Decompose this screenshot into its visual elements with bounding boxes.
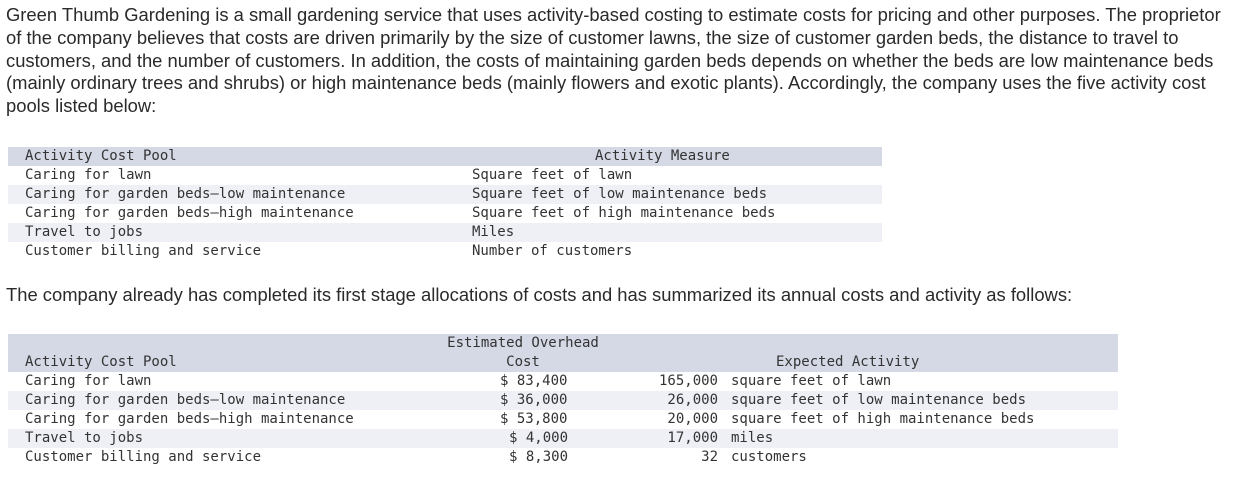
table-row [8, 448, 1118, 467]
overhead-activity-table [8, 334, 1118, 468]
activity-quantity-cell: 17,000 [667, 430, 718, 446]
activity-quantity-cell: 165,000 [658, 373, 718, 389]
table-header-row [8, 147, 882, 166]
activity-unit-cell: square feet of lawn [731, 373, 892, 389]
header-estimated-overhead: Estimated Overhead [447, 335, 599, 351]
cost-pool-cell: Caring for garden beds–high maintenance [25, 205, 354, 221]
table-row [8, 166, 882, 185]
activity-quantity-cell: 26,000 [667, 392, 718, 408]
activity-measure-cell: Miles [472, 224, 515, 240]
activity-quantity-cell: 32 [701, 449, 718, 465]
table-row [8, 185, 882, 204]
table-row [8, 372, 1118, 391]
header-activity-cost-pool: Activity Cost Pool [25, 148, 177, 164]
table-header-row [8, 334, 1118, 372]
table-row [8, 410, 1118, 429]
cost-pool-cell: Caring for lawn [25, 373, 152, 389]
intro-paragraph: Green Thumb Gardening is a small gardening service that uses activity-based costing to estimate costs for pricing and other purposes. The proprietor of the company believes that costs are driven primarily by the size of customer lawns, the size of customer garden beds, the distance to travel to customers, and the number of customers. In addition, the costs of maintaining garden beds depends on whether the beds are low maintenance beds (mainly ordinary trees and shrubs) or high maintenance beds (mainly flowers and exotic plants). Accordingly, the company uses the five activity cost pools listed below: [6, 4, 1221, 117]
overhead-cost-cell: $ 8,300 [509, 449, 569, 465]
overhead-cost-cell: $ 53,800 [500, 411, 568, 427]
activity-unit-cell: square feet of high maintenance beds [731, 411, 1035, 427]
cost-pool-cell: Customer billing and service [25, 449, 262, 465]
activity-unit-cell: customers [731, 449, 807, 465]
overhead-cost-cell: $ 36,000 [500, 392, 568, 408]
table-row [8, 204, 882, 223]
header-cost: Cost [506, 354, 540, 370]
cost-pool-cell: Caring for lawn [25, 167, 152, 183]
overhead-cost-cell: $ 83,400 [500, 373, 568, 389]
activity-unit-cell: miles [731, 430, 774, 446]
cost-pool-cell: Travel to jobs [25, 224, 144, 240]
header-activity-measure: Activity Measure [595, 148, 730, 164]
cost-pool-cell: Travel to jobs [25, 430, 144, 446]
activity-measure-cell: Square feet of lawn [472, 167, 633, 183]
activity-measure-table [8, 147, 882, 261]
cost-pool-cell: Caring for garden beds–low maintenance [25, 392, 346, 408]
table-row [8, 242, 882, 261]
cost-pool-cell: Customer billing and service [25, 243, 262, 259]
activity-measure-cell: Square feet of high maintenance beds [472, 205, 776, 221]
table-row [8, 429, 1118, 448]
header-expected-activity: Expected Activity [776, 354, 920, 370]
cost-pool-cell: Caring for garden beds–low maintenance [25, 186, 346, 202]
header-activity-cost-pool: Activity Cost Pool [25, 354, 177, 370]
table-row [8, 391, 1118, 410]
table-row [8, 223, 882, 242]
summary-paragraph: The company already has completed its first stage allocations of costs and has summarized its annual costs and activity as follows: [6, 284, 1073, 305]
activity-unit-cell: square feet of low maintenance beds [731, 392, 1027, 408]
activity-measure-cell: Number of customers [472, 243, 633, 259]
activity-measure-cell: Square feet of low maintenance beds [472, 186, 768, 202]
activity-quantity-cell: 20,000 [667, 411, 718, 427]
cost-pool-cell: Caring for garden beds–high maintenance [25, 411, 354, 427]
overhead-cost-cell: $ 4,000 [509, 430, 569, 446]
